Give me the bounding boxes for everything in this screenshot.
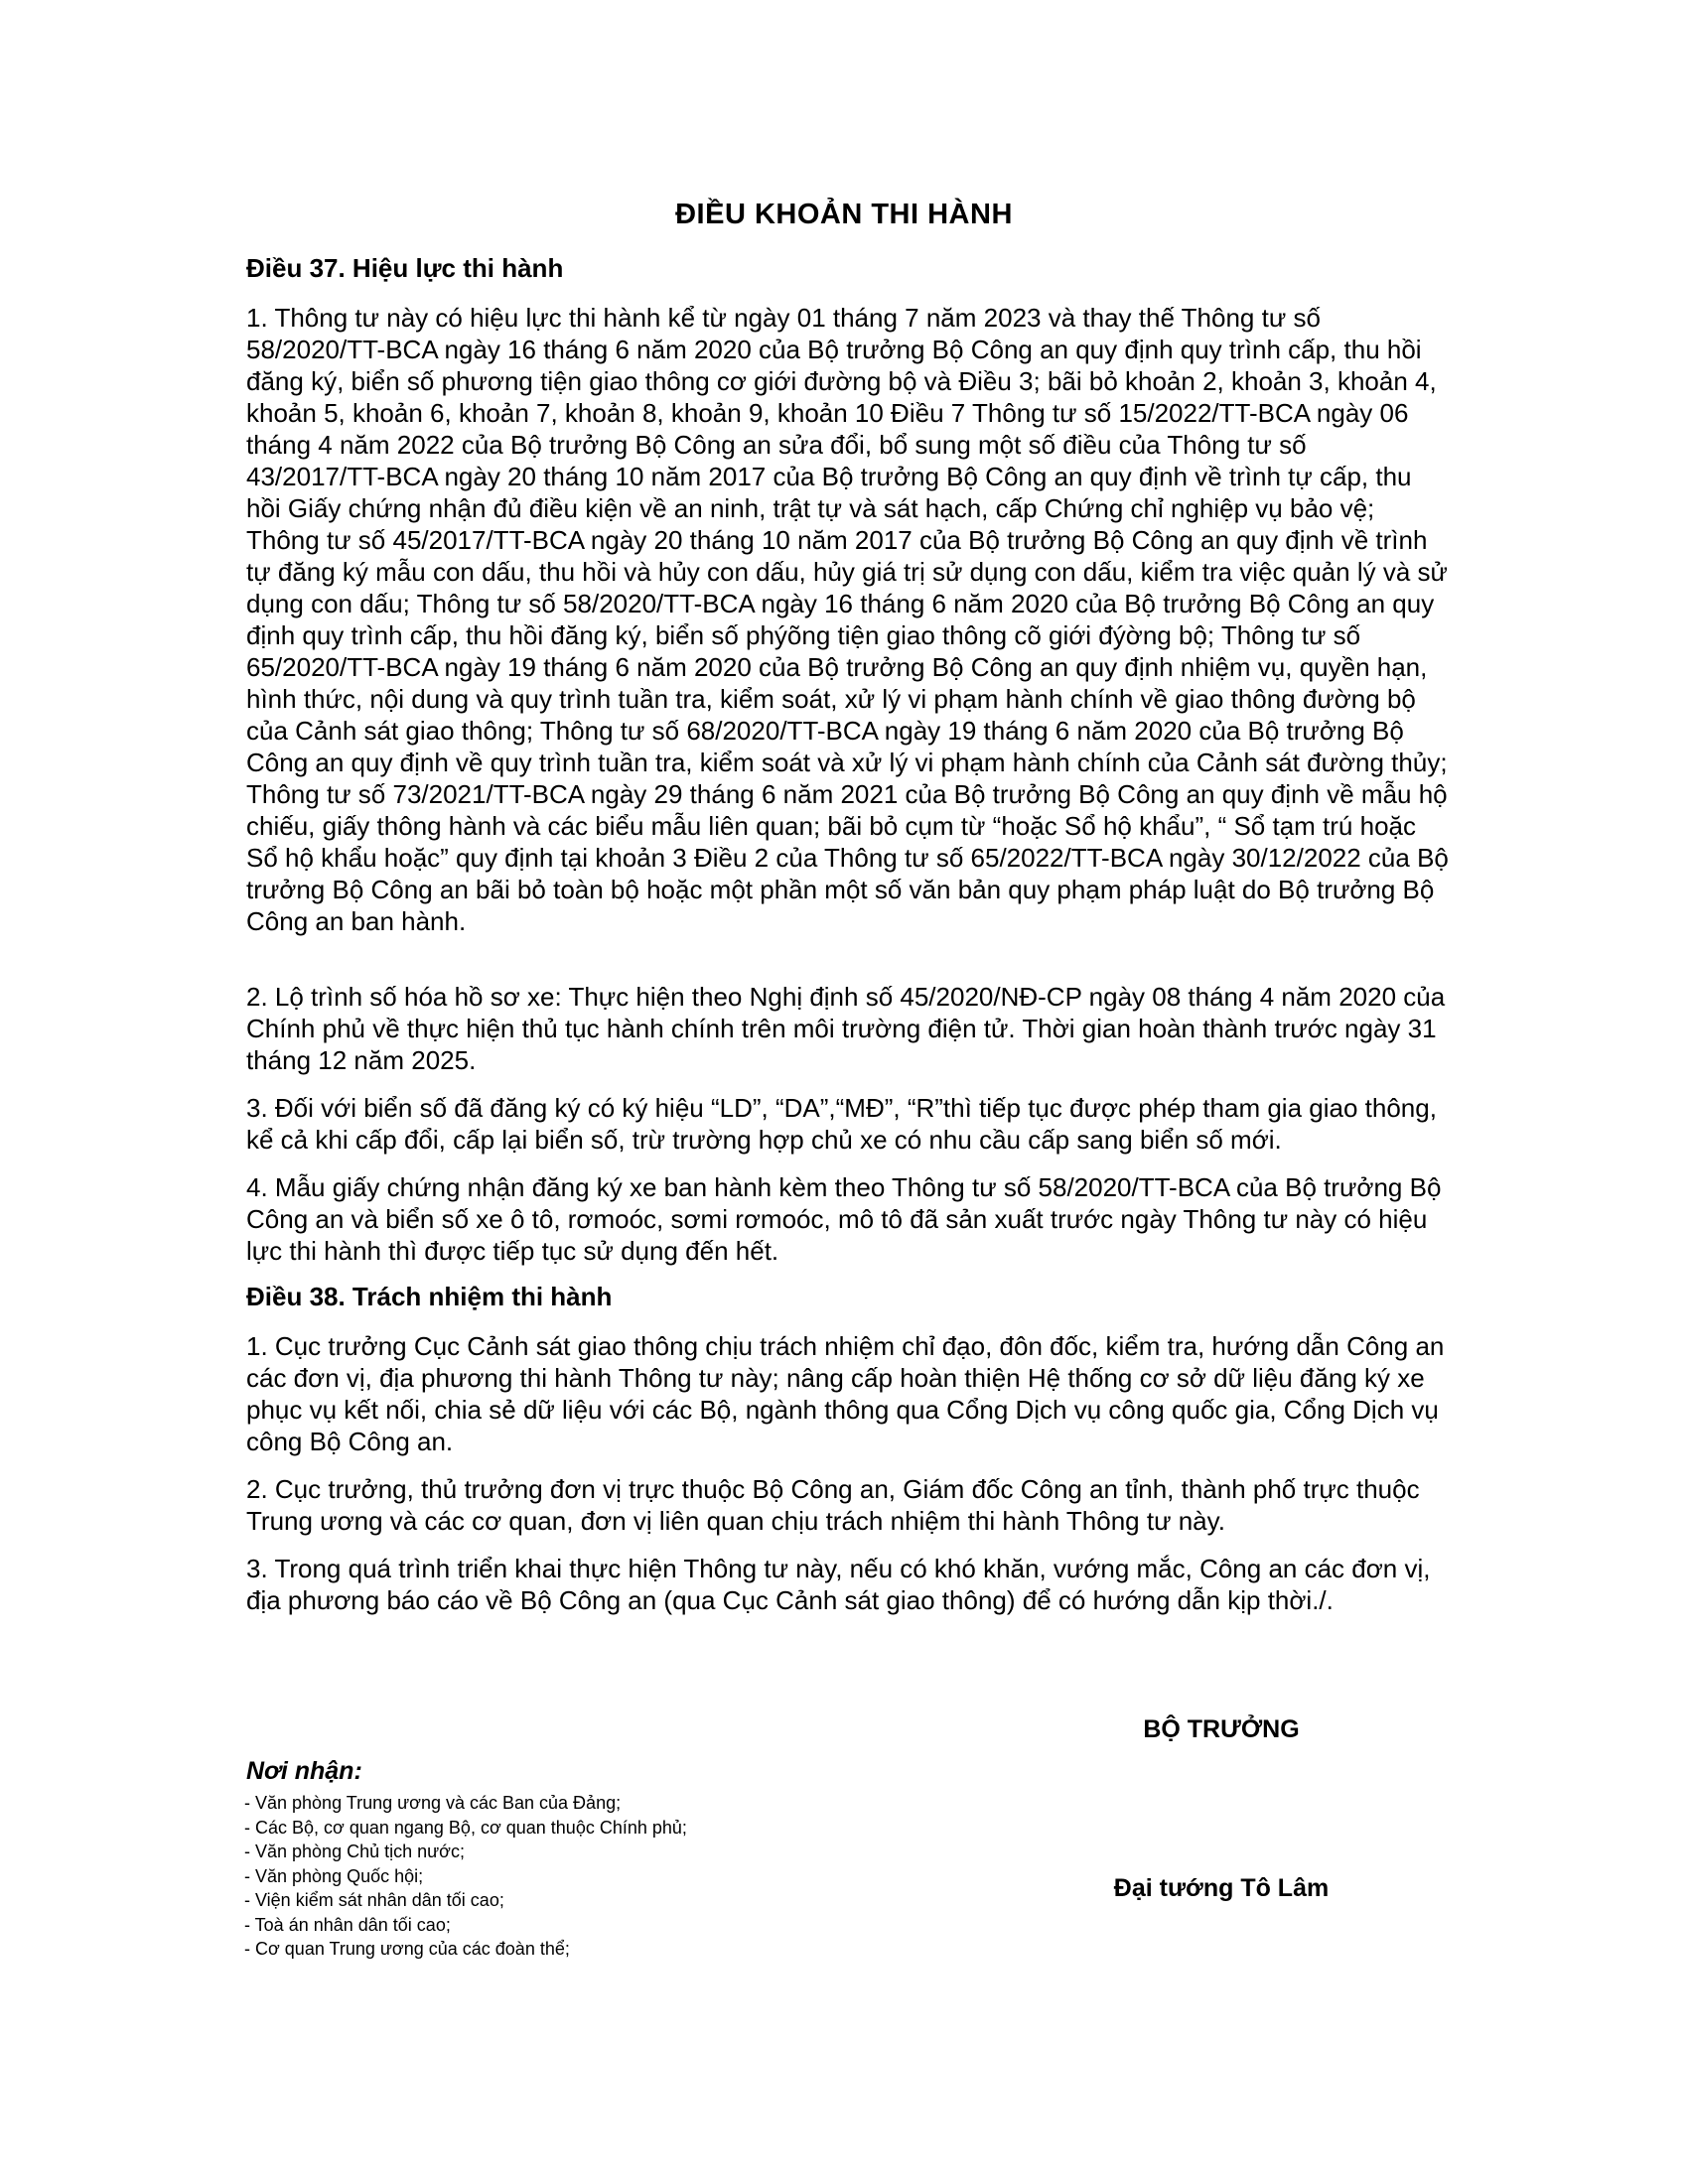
article-37-paragraph-2: 2. Lộ trình số hóa hồ sơ xe: Thực hiện theo Nghị định số 45/2020/NĐ-CP ngày 08 tháng 4 năm 2020 của Chính phủ về thực hiện thủ tục hành chính trên môi trường điện tử. Thời gian hoàn thành trước ngày 31 tháng 12 năm 2025. (246, 982, 1446, 1075)
article-38-heading: Điều 38. Trách nhiệm thi hành (246, 1282, 613, 1311)
signer-title: BỘ TRƯỞNG (1143, 1715, 1300, 1743)
article-37-paragraph-4: 4. Mẫu giấy chứng nhận đăng ký xe ban hành kèm theo Thông tư số 58/2020/TT-BCA của Bộ trưởng Bộ Công an và biển số xe ô tô, rơmoóc, sơmi rơmoóc, mô tô đã sản xuất trước ngày Thông tư này có hiệu lực thi hành thì được tiếp tục sử dụng đến hết. (246, 1172, 1442, 1266)
recipient-item: - Văn phòng Trung ương và các Ban của Đảng; (244, 1793, 622, 1813)
recipient-item: - Các Bộ, cơ quan ngang Bộ, cơ quan thuộc Chính phủ; (244, 1817, 687, 1838)
document-title: ĐIỀU KHOẢN THI HÀNH (675, 199, 1013, 230)
recipient-item: - Văn phòng Chủ tịch nước; (244, 1842, 465, 1861)
recipient-item: - Cơ quan Trung ương của các đoàn thể; (244, 1939, 570, 1959)
article-38-paragraph-1: 1. Cục trưởng Cục Cảnh sát giao thông chịu trách nhiệm chỉ đạo, đôn đốc, kiểm tra, hướng dẫn Công an các đơn vị, địa phương thi hành Thông tư này; nâng cấp hoàn thiện Hệ thống cơ sở dữ liệu đăng ký xe phục vụ kết nối, chia sẻ dữ liệu với các Bộ, ngành thông qua Cổng Dịch vụ công quốc gia, Cổng Dịch vụ công Bộ Công an. (246, 1331, 1445, 1456)
recipients-list (244, 1791, 687, 1962)
article-38-paragraph-3: 3. Trong quá trình triển khai thực hiện Thông tư này, nếu có khó khăn, vướng mắc, Công an các đơn vị, địa phương báo cáo về Bộ Công an (qua Cục Cảnh sát giao thông) để có hướng dẫn kịp thời./. (246, 1554, 1431, 1615)
article-37-paragraph-3: 3. Đối với biển số đã đăng ký có ký hiệu “LD”, “DA”,“MĐ”, “R”thì tiếp tục được phép tham gia giao thông, kể cả khi cấp đổi, cấp lại biển số, trừ trường hợp chủ xe có nhu cầu cấp sang biển số mới. (246, 1093, 1437, 1155)
article-37-heading: Điều 37. Hiệu lực thi hành (246, 253, 564, 283)
recipient-item: - Viện kiểm sát nhân dân tối cao; (244, 1890, 504, 1910)
recipient-item: - Toà án nhân dân tối cao; (244, 1914, 451, 1935)
article-38-paragraph-2: 2. Cục trưởng, thủ trưởng đơn vị trực thuộc Bộ Công an, Giám đốc Công an tỉnh, thành phố trực thuộc Trung ương và các cơ quan, đơn vị liên quan chịu trách nhiệm thi hành Thông tư này. (246, 1474, 1420, 1536)
recipient-item: - Văn phòng Quốc hội; (244, 1865, 424, 1886)
article-37-paragraph-1: 1. Thông tư này có hiệu lực thi hành kể từ ngày 01 tháng 7 năm 2023 và thay thế Thông tư số 58/2020/TT-BCA ngày 16 tháng 6 năm 2020 của Bộ trưởng Bộ Công an quy định quy trình cấp, thu hồi đăng ký, biển số phương tiện giao thông cơ giới đường bộ và Điều 3; bãi bỏ khoản 2, khoản 3, khoản 4, khoản 5, khoản 6, khoản 7, khoản 8, khoản 9, khoản 10 Điều 7 Thông tư số 15/2022/TT-BCA ngày 06 tháng 4 năm 2022 của Bộ trưởng Bộ Công an sửa đổi, bổ sung một số điều của Thông tư số 43/2017/TT-BCA ngày 20 tháng 10 năm 2017 của Bộ trưởng Bộ Công an quy định về trình tự cấp, thu hồi Giấy chứng nhận đủ điều kiện về an ninh, trật tự và sát hạch, cấp Chứng chỉ nghiệp vụ bảo vệ; Thông tư số 45/2017/TT-BCA ngày 20 tháng 10 năm 2017 của Bộ trưởng Bộ Công an quy định về trình tự đăng ký mẫu con dấu, thu hồi và hủy con dấu, hủy giá trị sử dụng con dấu, kiểm tra việc quản lý và sử dụng con dấu; Thông tư số 58/2020/TT-BCA ngày 16 tháng 6 năm 2020 của Bộ trưởng Bộ Công an quy định quy trình cấp, thu hồi đăng ký, biển số phýõng tiện giao thông cõ giới đýờng bộ; Thông tư số 65/2020/TT-BCA ngày 19 tháng 6 năm 2020 của Bộ trưởng Bộ Công an quy định nhiệm vụ, quyền hạn, hình thức, nội dung và quy trình tuần tra, kiểm soát, xử lý vi phạm hành chính về giao thông đường bộ của Cảnh sát giao thông; Thông tư số 68/2020/TT-BCA ngày 19 tháng 6 năm 2020 của Bộ trưởng Bộ Công an quy định về quy trình tuần tra, kiểm soát và xử lý vi phạm hành chính của Cảnh sát đường thủy; Thông tư số 73/2021/TT-BCA ngày 29 tháng 6 năm 2021 của Bộ trưởng Bộ Công an quy định về mẫu hộ chiếu, giấy thông hành và các biểu mẫu liên quan; bãi bỏ cụm từ “hoặc Sổ hộ khẩu”, “ Sổ tạm trú hoặc Sổ hộ khẩu hoặc” quy định tại khoản 3 Điều 2 của Thông tư số 65/2022/TT-BCA ngày 30/12/2022 của Bộ trưởng Bộ Công an bãi bỏ toàn bộ hoặc một phần một số văn bản quy phạm pháp luật do Bộ trưởng Bộ Công an ban hành. (246, 303, 1449, 936)
signer-name: Đại tướng Tô Lâm (1113, 1874, 1330, 1902)
recipients-heading: Nơi nhận: (246, 1757, 362, 1785)
